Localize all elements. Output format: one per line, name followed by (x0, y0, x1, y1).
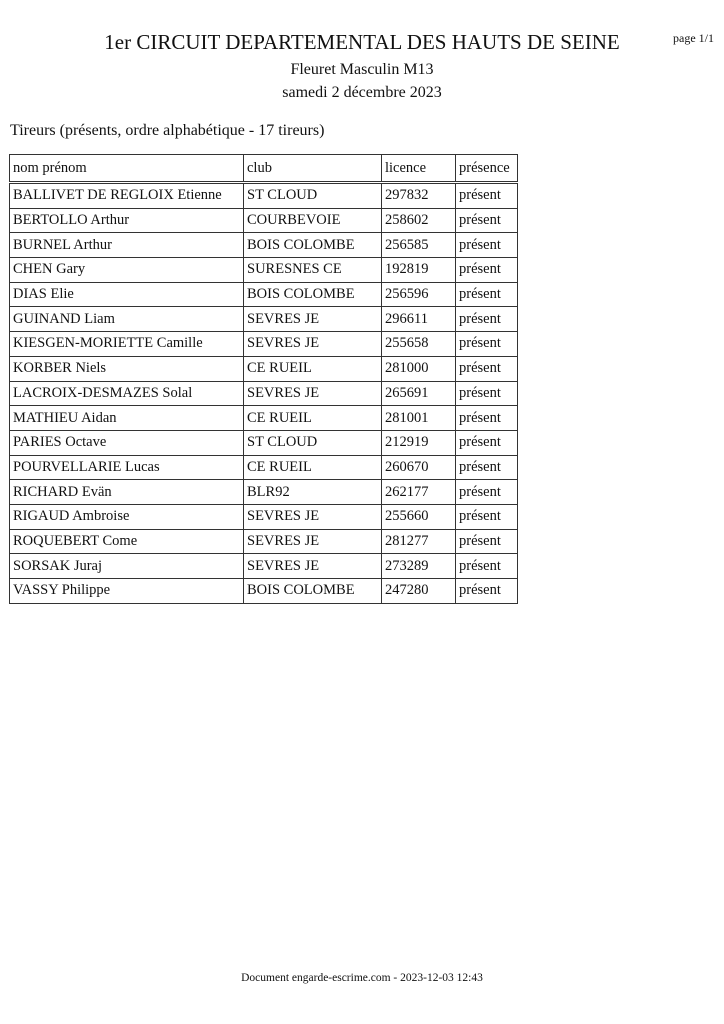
cell-club: SEVRES JE (244, 554, 382, 579)
column-header-presence: présence (456, 155, 518, 183)
cell-presence: présent (456, 381, 518, 406)
cell-club: SEVRES JE (244, 381, 382, 406)
table-row (10, 406, 518, 431)
cell-club: BLR92 (244, 480, 382, 505)
cell-club: CE RUEIL (244, 455, 382, 480)
table-row (10, 282, 518, 307)
cell-name: GUINAND Liam (10, 307, 244, 332)
cell-presence: présent (456, 258, 518, 283)
cell-presence: présent (456, 455, 518, 480)
document-footer: Document engarde-escrime.com - 2023-12-03 12:43 (241, 972, 483, 984)
document-title: 1er CIRCUIT DEPARTEMENTAL DES HAUTS DE SEINE (104, 30, 620, 54)
cell-name: RIGAUD Ambroise (10, 504, 244, 529)
table-row (10, 307, 518, 332)
cell-presence: présent (456, 183, 518, 209)
cell-club: COURBEVOIE (244, 208, 382, 233)
cell-name: POURVELLARIE Lucas (10, 455, 244, 480)
cell-name: BALLIVET DE REGLOIX Etienne (10, 183, 244, 209)
column-header-licence: licence (382, 155, 456, 183)
column-header-name: nom prénom (10, 155, 244, 183)
cell-name: ROQUEBERT Come (10, 529, 244, 554)
cell-licence: 281001 (382, 406, 456, 431)
table-header (10, 155, 518, 183)
cell-licence: 273289 (382, 554, 456, 579)
cell-licence: 281000 (382, 356, 456, 381)
cell-presence: présent (456, 233, 518, 258)
table-row (10, 258, 518, 283)
cell-licence: 258602 (382, 208, 456, 233)
cell-presence: présent (456, 282, 518, 307)
cell-licence: 212919 (382, 430, 456, 455)
cell-licence: 265691 (382, 381, 456, 406)
cell-presence: présent (456, 504, 518, 529)
cell-licence: 255658 (382, 332, 456, 357)
competition-subtitle: Fleuret Masculin M13 (290, 61, 434, 78)
cell-licence: 281277 (382, 529, 456, 554)
cell-licence: 192819 (382, 258, 456, 283)
cell-licence: 256585 (382, 233, 456, 258)
cell-licence: 262177 (382, 480, 456, 505)
cell-club: SEVRES JE (244, 307, 382, 332)
cell-club: SURESNES CE (244, 258, 382, 283)
cell-club: SEVRES JE (244, 332, 382, 357)
cell-club: ST CLOUD (244, 430, 382, 455)
page-number: page 1/1 (673, 31, 714, 45)
cell-club: BOIS COLOMBE (244, 233, 382, 258)
cell-licence: 247280 (382, 579, 456, 604)
cell-presence: présent (456, 406, 518, 431)
cell-name: KORBER Niels (10, 356, 244, 381)
table-row (10, 233, 518, 258)
cell-licence: 256596 (382, 282, 456, 307)
cell-club: CE RUEIL (244, 406, 382, 431)
table-row (10, 579, 518, 604)
cell-presence: présent (456, 332, 518, 357)
table-row (10, 356, 518, 381)
cell-presence: présent (456, 579, 518, 604)
table-row (10, 554, 518, 579)
cell-licence: 255660 (382, 504, 456, 529)
cell-club: BOIS COLOMBE (244, 579, 382, 604)
cell-presence: présent (456, 307, 518, 332)
cell-name: SORSAK Juraj (10, 554, 244, 579)
table-row (10, 208, 518, 233)
competition-date: samedi 2 décembre 2023 (282, 84, 442, 101)
table-row (10, 381, 518, 406)
table-row (10, 430, 518, 455)
column-header-club: club (244, 155, 382, 183)
cell-licence: 260670 (382, 455, 456, 480)
cell-club: ST CLOUD (244, 183, 382, 209)
cell-name: BURNEL Arthur (10, 233, 244, 258)
cell-presence: présent (456, 430, 518, 455)
table-header-row (10, 155, 518, 183)
cell-club: SEVRES JE (244, 529, 382, 554)
cell-name: PARIES Octave (10, 430, 244, 455)
table-row (10, 332, 518, 357)
cell-presence: présent (456, 480, 518, 505)
cell-licence: 296611 (382, 307, 456, 332)
table-row (10, 504, 518, 529)
fencers-table (9, 154, 518, 604)
cell-name: CHEN Gary (10, 258, 244, 283)
cell-name: DIAS Elie (10, 282, 244, 307)
table-body (10, 183, 518, 604)
cell-club: BOIS COLOMBE (244, 282, 382, 307)
table-row (10, 183, 518, 209)
cell-name: BERTOLLO Arthur (10, 208, 244, 233)
table-row (10, 529, 518, 554)
cell-presence: présent (456, 208, 518, 233)
cell-name: KIESGEN-MORIETTE Camille (10, 332, 244, 357)
cell-club: SEVRES JE (244, 504, 382, 529)
cell-presence: présent (456, 356, 518, 381)
cell-licence: 297832 (382, 183, 456, 209)
cell-club: CE RUEIL (244, 356, 382, 381)
cell-name: LACROIX-DESMAZES Solal (10, 381, 244, 406)
section-heading: Tireurs (présents, ordre alphabétique - 17 tireurs) (10, 122, 325, 139)
cell-presence: présent (456, 554, 518, 579)
cell-presence: présent (456, 529, 518, 554)
cell-name: VASSY Philippe (10, 579, 244, 604)
table-row (10, 480, 518, 505)
cell-name: RICHARD Evän (10, 480, 244, 505)
cell-name: MATHIEU Aidan (10, 406, 244, 431)
table-row (10, 455, 518, 480)
